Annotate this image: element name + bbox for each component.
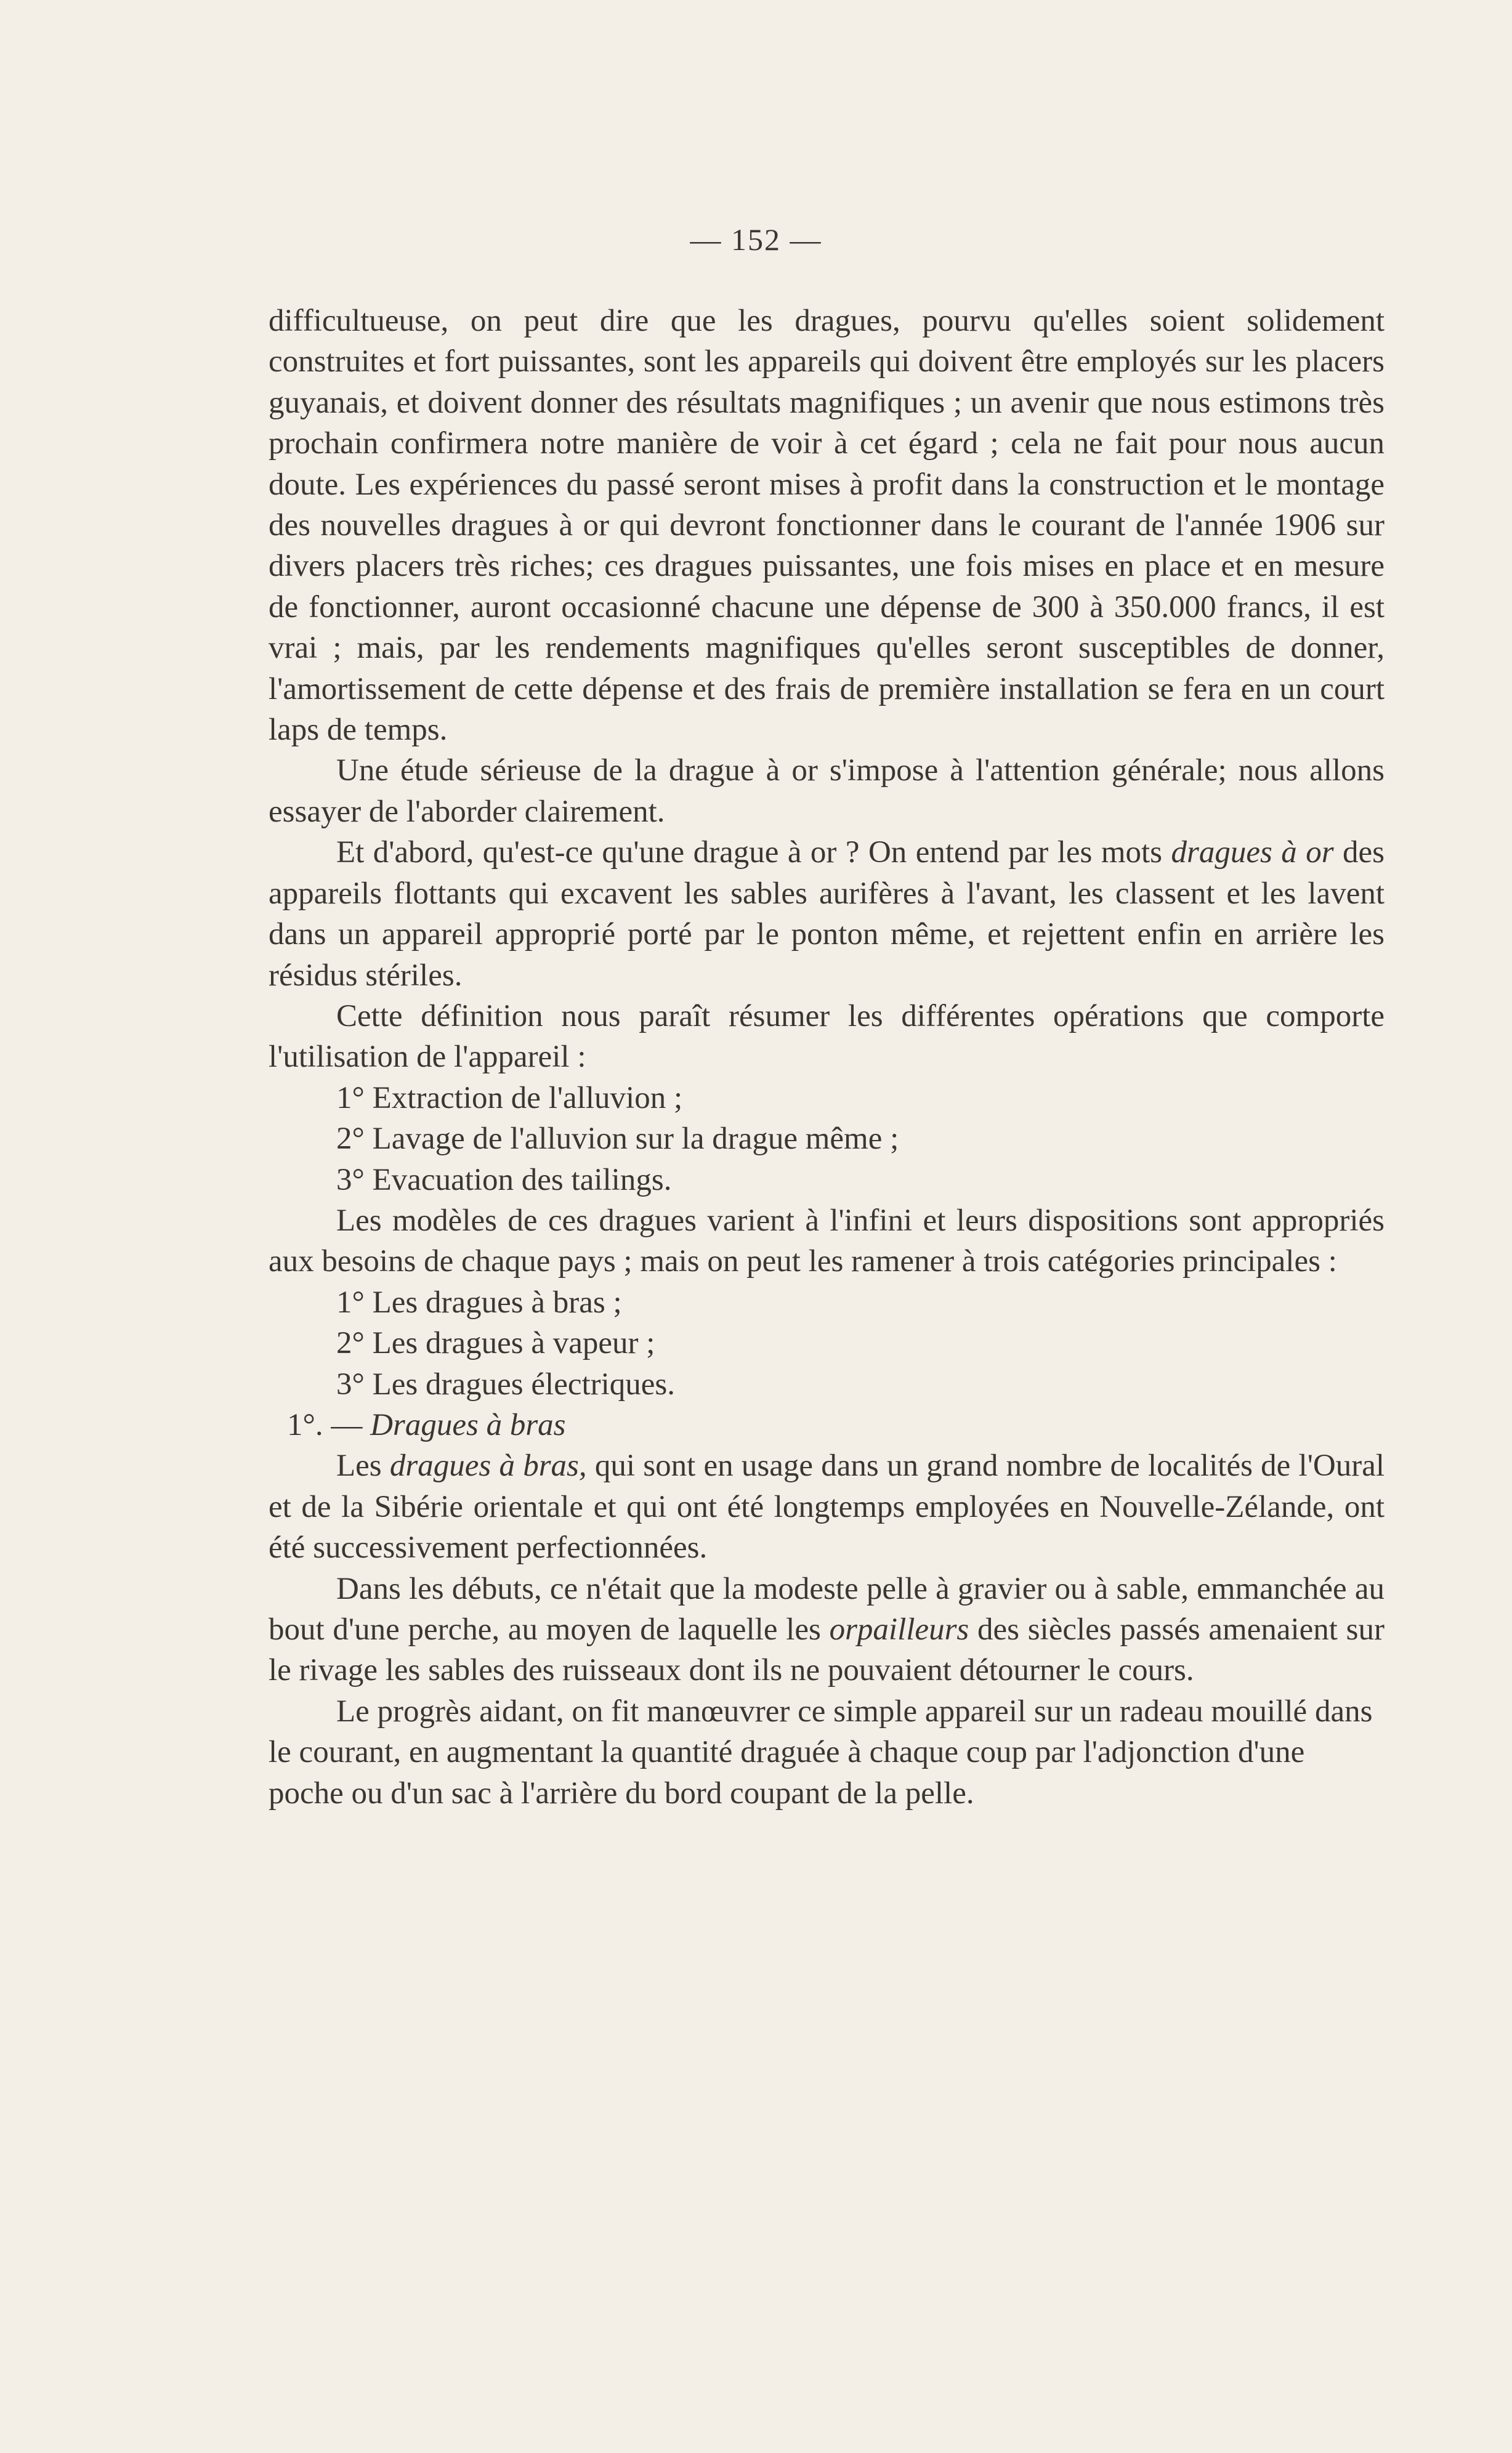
- paragraph-3-text-b: des appareils flottants qui excavent les sables aurifères à l'avant, les classent et les lavent dans un appareil approprié porté par le ponton même, et rejettent enfin en arrière les résidus stériles.: [269, 835, 1385, 993]
- page-number: — 152 —: [690, 222, 822, 257]
- paragraph-7-text-a: Dans les débuts, ce n'était que la modeste pelle à gravier ou à sable, emmanchée au bout d'une perche, au moyen de laquelle les: [269, 1571, 1385, 1647]
- body-text: [269, 301, 1385, 1814]
- paragraph-8: Le progrès aidant, on fit manœuvrer ce simple appareil sur un radeau mouillé dans le courant, en augmentant la quantité draguée à chaque coup par l'adjonction d'une poche ou d'un sac à l'arrière du bord coupant de la pelle.: [269, 1694, 1373, 1811]
- paragraph-4: Cette définition nous paraît résumer les différentes opérations que comporte l'utilisation de l'appareil :: [269, 998, 1385, 1075]
- category-item-2: 2° Les dragues à vapeur ;: [336, 1326, 655, 1361]
- paragraph-7-emphasis: orpailleurs: [829, 1612, 969, 1647]
- paragraph-5: Les modèles de ces dragues varient à l'infini et leurs dispositions sont appropriés aux besoins de chaque pays ; mais on peut les ramener à trois catégories principales :: [269, 1203, 1385, 1279]
- paragraph-3-text-a: Et d'abord, qu'est-ce qu'une drague à or ? On entend par les mots: [336, 835, 1163, 870]
- paragraph-6-text-b: qui sont en usage dans un grand nombre de localités de l'Oural et de la Sibérie orientale et qui ont été longtemps employées en Nouvelle-Zélande, ont été successivement perfectionnées.: [269, 1449, 1385, 1566]
- paragraph-1: difficultueuse, on peut dire que les dragues, pourvu qu'elles soient solidement construites et fort puissantes, sont les appareils qui doivent être employés sur les placers guyanais, et doivent donner des résultats magnifiques ; un avenir que nous estimons très prochain confirmera notre manière de voir à cet égard ; cela ne fait pour nous aucun doute. Les expériences du passé seront mises à profit dans la construction et le montage des nouvelles dragues à or qui devront fonctionner dans le courant de l'année 1906 sur divers placers très riches; ces dragues puissantes, une fois mises en place et en mesure de fonctionner, auront occasionné chacune une dépense de 300 à 350.000 francs, il est vrai ; mais, par les rendements magnifiques qu'elles seront susceptibles de donner, l'amortissement de cette dépense et des frais de première installation se fera en un court laps de temps.: [269, 304, 1385, 748]
- paragraph-6: [269, 1445, 1385, 1568]
- operation-item-2: 2° Lavage de l'alluvion sur la drague même ;: [336, 1121, 899, 1157]
- operation-item-1: 1° Extraction de l'alluvion ;: [336, 1080, 683, 1115]
- paragraph-7: [269, 1569, 1385, 1691]
- category-item-3: 3° Les dragues électriques.: [336, 1367, 676, 1402]
- section-heading: [269, 1405, 1385, 1445]
- operation-item-3: 3° Evacuation des tailings.: [336, 1162, 672, 1197]
- category-item-1: 1° Les dragues à bras ;: [336, 1285, 622, 1320]
- paragraph-7-text-b: des siècles passés amenaient sur le rivage les sables des ruisseaux dont ils ne pouvaient détourner le cours.: [269, 1612, 1385, 1688]
- paragraph-2: Une étude sérieuse de la drague à or s'impose à l'attention générale; nous allons essayer de l'aborder clairement.: [269, 753, 1385, 829]
- paragraph-6-emphasis: dragues à bras,: [389, 1449, 587, 1484]
- paragraph-3: [269, 832, 1385, 996]
- section-heading-number: 1°. —: [287, 1407, 363, 1442]
- paragraph-3-emphasis: dragues à or: [1171, 835, 1334, 870]
- section-heading-text: Dragues à bras: [370, 1407, 566, 1442]
- paragraph-6-text-a: Les: [336, 1449, 382, 1484]
